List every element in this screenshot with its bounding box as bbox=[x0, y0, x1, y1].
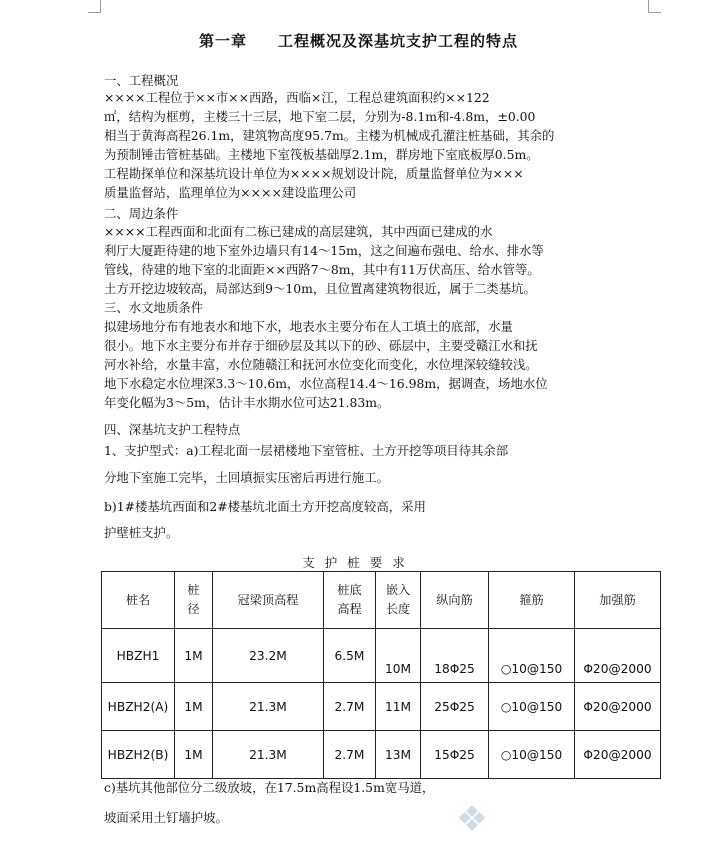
text-line: 很小。地下水主要分布并存于细砂层及其以下的砂、砾层中，主要受赣江水和抚 bbox=[104, 338, 538, 353]
table-caption: 支护桩要求 bbox=[302, 555, 415, 570]
text-line: 一、工程概况 bbox=[104, 73, 179, 88]
table-cell: 6.5M bbox=[324, 629, 376, 683]
table-cell: ○10@150 bbox=[489, 731, 575, 779]
text-line: 三、水文地质条件 bbox=[104, 300, 204, 315]
table-cell: 23.2M bbox=[213, 629, 324, 683]
table-row bbox=[102, 731, 661, 779]
text-line: ××××工程西面和北面有二栋已建成的高层建筑，其中西面已建成的水 bbox=[104, 224, 493, 239]
text-line: 二、周边条件 bbox=[104, 206, 179, 221]
table-cell: 2.7M bbox=[324, 683, 376, 731]
table-cell: 15Φ25 bbox=[421, 731, 489, 779]
table-cell: HBZH2(B) bbox=[102, 731, 175, 779]
text-line: 相当于黄海高程26.1m，建筑物高度95.7m。主楼为机械成孔灌注桩基础，其余的 bbox=[104, 128, 555, 143]
table-cell: 21.3M bbox=[213, 731, 324, 779]
table-cell: HBZH2(A) bbox=[102, 683, 175, 731]
header-cell: 箍筋 bbox=[489, 572, 575, 629]
header-cell: 纵向筋 bbox=[421, 572, 489, 629]
chapter-title: 第一章 工程概况及深基坑支护工程的特点 bbox=[198, 32, 519, 50]
table-cell: Φ20@2000 bbox=[575, 629, 661, 683]
table-cell: 2.7M bbox=[324, 731, 376, 779]
table-cell: 10M bbox=[376, 629, 421, 683]
header-cell bbox=[324, 572, 376, 629]
table-cell: 25Φ25 bbox=[421, 683, 489, 731]
text-line: 坡面采用土钉墙护坡。 bbox=[104, 810, 228, 825]
text-line: 利厅大厦距待建的地下室外边墙只有14～15m，这之间遍布强电、给水、排水等 bbox=[104, 243, 544, 258]
pile-requirements-table bbox=[101, 571, 661, 779]
text-line: 为预制锤击管桩基础。主楼地下室筏板基础厚2.1m，群房地下室底板厚0.5m。 bbox=[104, 147, 539, 162]
header-cell: 桩名 bbox=[102, 572, 175, 629]
header-cell bbox=[175, 572, 213, 629]
table-cell: 1M bbox=[175, 683, 213, 731]
text-line: 河水补给，水量丰富，水位随赣江和抚河水位变化而变化，水位埋深较缝较浅。 bbox=[104, 357, 538, 372]
text-line: 护壁桩支护。 bbox=[104, 525, 179, 540]
text-line: 管线，待建的地下室的北面距××西路7～8m，其中有11万伏高压、给水管等。 bbox=[104, 262, 540, 277]
text-line: 工程勘探单位和深基坑设计单位为××××规划设计院，质量监督单位为××× bbox=[104, 166, 524, 181]
header-cell-text: 桩 径 bbox=[187, 583, 200, 616]
text-line: b)1#楼基坑西面和2#楼基坑北面土方开挖高度较高，采用 bbox=[104, 499, 426, 514]
header-cell bbox=[376, 572, 421, 629]
table-cell: Φ20@2000 bbox=[575, 731, 661, 779]
header-cell: 冠梁顶高程 bbox=[213, 572, 324, 629]
table-row bbox=[102, 683, 661, 731]
text-line: 1、支护型式：a)工程北面一层裙楼地下室管桩、土方开挖等项目待其余部 bbox=[104, 443, 509, 458]
header-cell-text: 嵌入 长度 bbox=[385, 583, 411, 616]
text-line: 年变化幅为3～5m，估计丰水期水位可达21.83m。 bbox=[104, 395, 390, 410]
table-cell: Φ20@2000 bbox=[575, 683, 661, 731]
header-cell: 加强筋 bbox=[575, 572, 661, 629]
text-line: c)基坑其他部位分二级放坡，在17.5m高程设1.5m宽马道， bbox=[104, 780, 435, 795]
text-line: ㎡，结构为框剪，主楼三十三层，地下室二层，分别为-8.1m和-4.8m，±0.00 bbox=[104, 109, 536, 124]
page-corner-mark-right bbox=[648, 0, 661, 13]
page-corner-mark-left bbox=[88, 0, 101, 13]
text-line: 土方开挖边坡较高，局部达到9～10m，且位置离建筑物很近，属于二类基坑。 bbox=[104, 281, 536, 296]
table-cell: ○10@150 bbox=[489, 683, 575, 731]
table-cell: ○10@150 bbox=[489, 629, 575, 683]
table-cell: 1M bbox=[175, 629, 213, 683]
text-line: 分地下室施工完毕，土回填振实压密后再进行施工。 bbox=[104, 470, 389, 485]
table-cell: 1M bbox=[175, 731, 213, 779]
table-cell: HBZH1 bbox=[102, 629, 175, 683]
text-line: ××××工程位于××市××西路，西临×江，工程总建筑面积约××122 bbox=[104, 90, 490, 105]
table-cell: 18Φ25 bbox=[421, 629, 489, 683]
table-cell: 11M bbox=[376, 683, 421, 731]
watermark-logo: ❖ bbox=[455, 799, 489, 840]
header-cell-text: 桩底 高程 bbox=[337, 583, 362, 616]
text-line: 质量监督站，监理单位为××××建设监理公司 bbox=[104, 185, 357, 200]
text-line: 拟建场地分布有地表水和地下水，地表水主要分布在人工填土的底部，水量 bbox=[104, 319, 513, 334]
table-cell: 13M bbox=[376, 731, 421, 779]
table-cell: 21.3M bbox=[213, 683, 324, 731]
text-line: 四、深基坑支护工程特点 bbox=[104, 422, 241, 437]
table-header-row bbox=[102, 572, 661, 629]
text-line: 地下水稳定水位埋深3.3～10.6m，水位高程14.4～16.98m，据调查，场地水位 bbox=[104, 376, 548, 391]
table-row bbox=[102, 629, 661, 683]
